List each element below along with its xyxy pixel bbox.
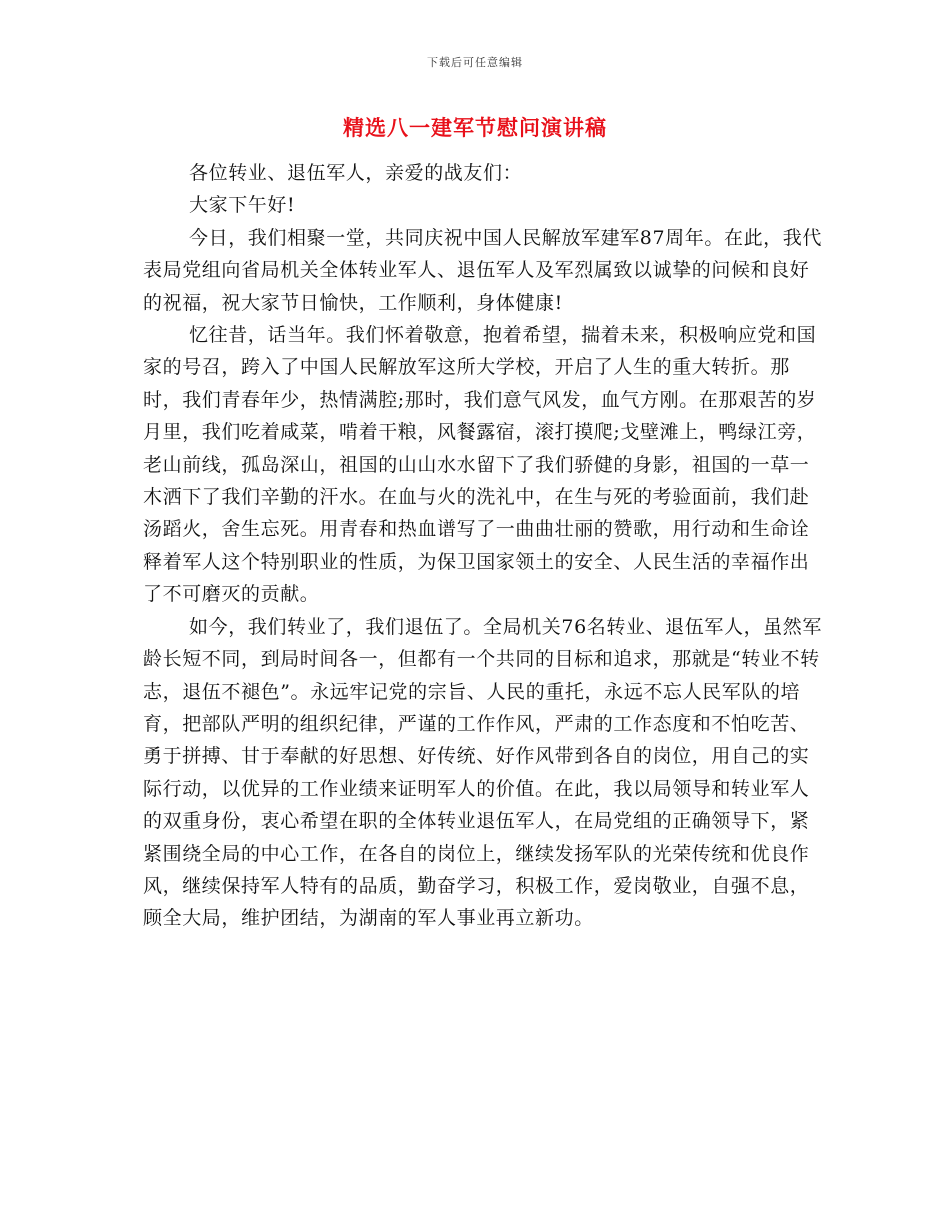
document-body [143,157,823,935]
body-paragraph: 忆往昔，话当年。我们怀着敬意，抱着希望，揣着未来，积极响应党和国家的号召，跨入了中国人民解放军这所大学校，开启了人生的重大转折。那时，我们青春年少，热情满腔;那时，我们意气风发，血气方刚。在那艰苦的岁月里，我们吃着咸菜，啃着干粮，风餐露宿，滚打摸爬;戈壁滩上，鸭绿江旁，老山前线，孤岛深山，祖国的山山水水留下了我们骄健的身影，祖国的一草一木洒下了我们辛勤的汗水。在血与火的洗礼中，在生与死的考验面前，我们赴汤蹈火，舍生忘死。用青春和热血谱写了一曲曲壮丽的赞歌，用行动和生命诠释着军人这个特别职业的性质，为保卫国家领土的安全、人民生活的幸福作出了不可磨灭的贡献。 [143,324,817,606]
salutation-paragraph: 各位转业、退伍军人，亲爱的战友们： [189,162,523,184]
greeting-paragraph: 大家下午好! [189,194,296,217]
page-header-note: 下载后可任意编辑 [427,56,523,69]
document-title: 精选八一建军节慰问演讲稿 [343,116,607,140]
body-paragraph: 如今，我们转业了，我们退伍了。全局机关76名转业、退伍军人，虽然军龄长短不同，到局时间各一，但都有一个共同的目标和追求，那就是“转业不转志，退伍不褪色”。永远牢记党的宗旨、人民的重托，永远不忘人民军队的培育，把部队严明的组织纪律，严谨的工作作风，严肃的工作态度和不怕吃苦、勇于拼搏、甘于奉献的好思想、好传统、好作风带到各自的岗位，用自己的实际行动，以优异的工作业绩来证明军人的价值。在此，我以局领导和转业军人的双重身份，衷心希望在职的全体转业退伍军人，在局党组的正确领导下，紧紧围绕全局的中心工作，在各自的岗位上，继续发扬军队的光荣传统和优良作风，继续保持军人特有的品质，勤奋学习，积极工作，爱岗敬业，自强不息，顾全大局，维护团结，为湖南的军人事业再立新功。 [143,615,822,930]
body-paragraph: 今日，我们相聚一堂，共同庆祝中国人民解放军建军87周年。在此，我代表局党组向省局机关全体转业军人、退伍军人及军烈属致以诚挚的问候和良好的祝福，祝大家节日愉快，工作顺利，身体健康! [143,226,822,314]
